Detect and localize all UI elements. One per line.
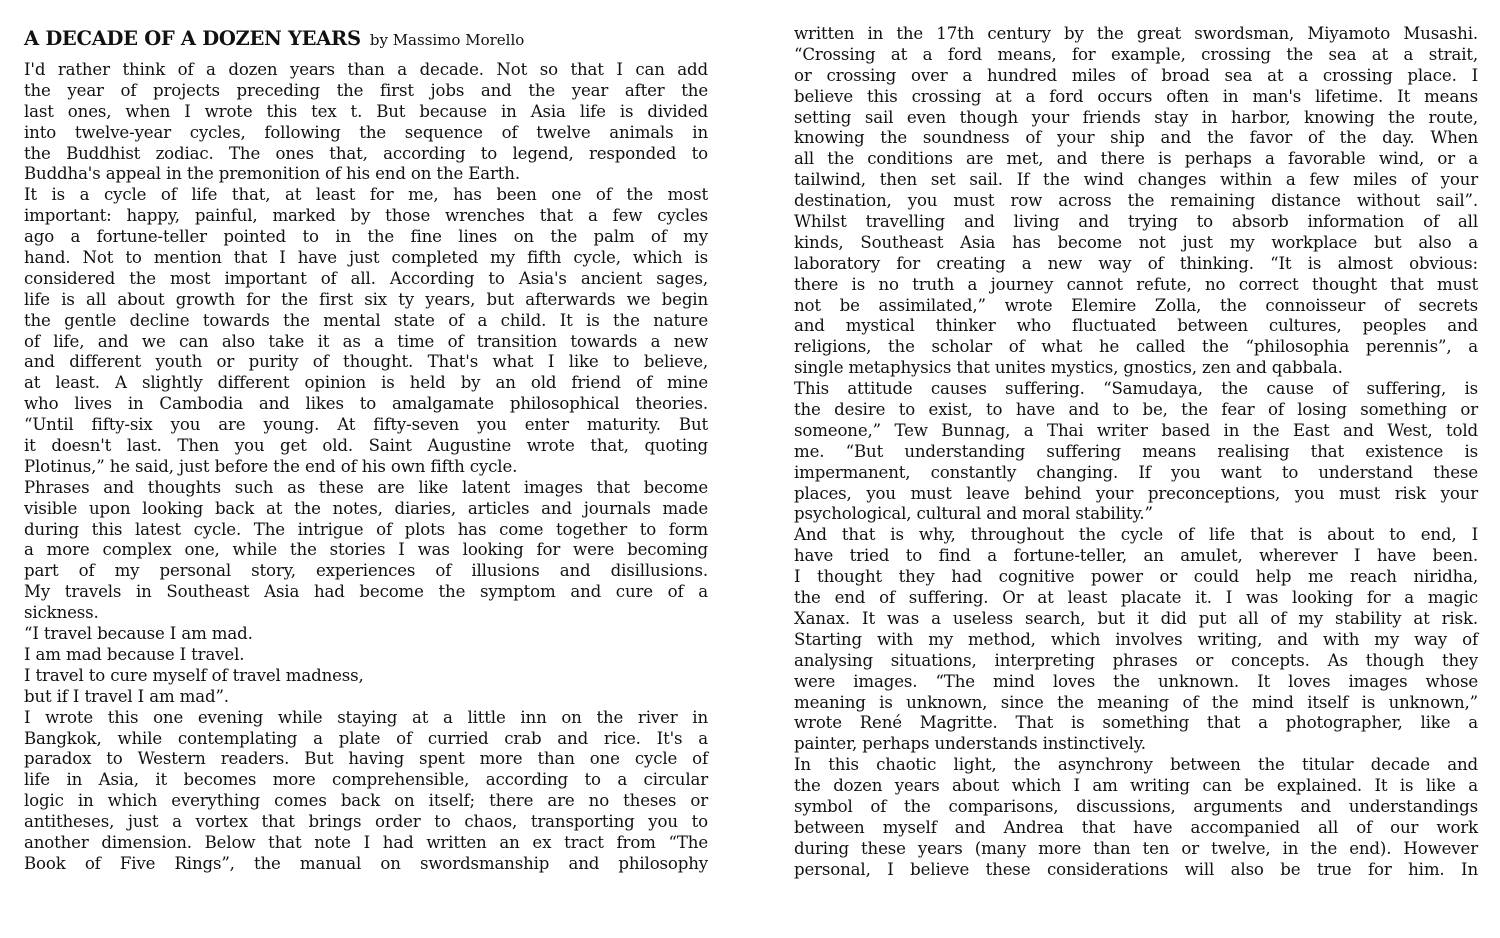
- text-line: it doesn't last. Then you get old. Saint Augustine wrote that, quoting: [24, 436, 708, 456]
- text-line: the dozen years about which I am writing can be explained. It is like a: [794, 776, 1478, 796]
- text-line: analysing situations, interpreting phrases or concepts. As though they: [794, 650, 1478, 670]
- text-line: of life, and we can also take it as a time of transition towards a new: [24, 331, 708, 351]
- text-line: at least. A slightly different opinion is held by an old friend of mine: [24, 373, 708, 393]
- text-line: someone,” Tew Bunnag, a Thai writer based in the East and West, told: [794, 420, 1478, 440]
- text-line: but if I travel I am mad”.: [24, 686, 229, 706]
- text-line: It is a cycle of life that, at least for me, has been one of the most: [24, 185, 708, 205]
- text-line: the end of suffering. Or at least placate it. I was looking for a magic: [794, 588, 1478, 608]
- text-line: Phrases and thoughts such as these are like latent images that become: [24, 477, 708, 497]
- text-line: visible upon looking back at the notes, diaries, articles and journals made: [24, 498, 708, 518]
- text-line: all the conditions are met, and there is perhaps a favorable wind, or a: [794, 149, 1478, 169]
- text-line: And that is why, throughout the cycle of life that is about to end, I: [794, 525, 1478, 545]
- text-line: another dimension. Below that note I had written an ex tract from “The: [24, 832, 708, 852]
- article-heading: [24, 24, 708, 54]
- text-line: during this latest cycle. The intrigue of plots has come together to form: [24, 519, 708, 539]
- text-line: meaning is unknown, since the meaning of the mind itself is unknown,”: [794, 692, 1478, 712]
- text-line: Bangkok, while contemplating a plate of curried crab and rice. It's a: [24, 728, 708, 748]
- left-column: [24, 24, 708, 875]
- text-line: laboratory for creating a new way of thinking. “It is almost obvious:: [794, 253, 1478, 273]
- text-line: have tried to find a fortune-teller, an amulet, wherever I have been.: [794, 546, 1478, 566]
- text-line: logic in which everything comes back on itself; there are no theses or: [24, 791, 708, 811]
- left-column-body: [24, 60, 708, 875]
- text-line: painter, perhaps understands instinctively.: [794, 734, 1146, 754]
- text-line: or crossing over a hundred miles of broad sea at a crossing place. I: [794, 65, 1478, 85]
- article-byline: by Massimo Morello: [369, 31, 525, 49]
- text-line: kinds, Southeast Asia has become not just my workplace but also a: [794, 232, 1478, 252]
- text-line: “Until fifty-six you are young. At fifty-seven you enter maturity. But: [24, 415, 708, 435]
- text-line: paradox to Western readers. But having spent more than one cycle of: [24, 749, 708, 769]
- text-line: considered the most important of all. According to Asia's ancient sages,: [24, 268, 708, 288]
- text-line: “Crossing at a ford means, for example, crossing the sea at a strait,: [794, 44, 1478, 64]
- text-line: not be assimilated,” wrote Elemire Zolla, the connoisseur of secrets: [794, 295, 1478, 315]
- text-line: during these years (many more than ten or twelve, in the end). However: [794, 838, 1478, 858]
- text-line: Starting with my method, which involves writing, and with my way of: [794, 629, 1478, 649]
- text-line: wrote René Magritte. That is something that a photographer, like a: [794, 713, 1478, 733]
- text-line: the gentle decline towards the mental state of a child. It is the nature: [24, 310, 708, 330]
- text-line: and mystical thinker who fluctuated between cultures, peoples and: [794, 316, 1478, 336]
- text-line: hand. Not to mention that I have just completed my fifth cycle, which is: [24, 248, 708, 268]
- text-line: destination, you must row across the remaining distance without sail”.: [794, 191, 1478, 211]
- text-line: personal, I believe these considerations will also be true for him. In: [794, 859, 1478, 879]
- text-line: I am mad because I travel.: [24, 644, 245, 664]
- text-line: life is all about growth for the first six ty years, but afterwards we begin: [24, 289, 708, 309]
- text-line: last ones, when I wrote this tex t. But because in Asia life is divided: [24, 101, 708, 121]
- text-line: Book of Five Rings”, the manual on swordsmanship and philosophy: [24, 853, 708, 873]
- text-line: “I travel because I am mad.: [24, 624, 253, 644]
- text-line: and different youth or purity of thought. That's what I like to believe,: [24, 352, 708, 372]
- text-line: setting sail even though your friends stay in harbor, knowing the route,: [794, 107, 1478, 127]
- text-line: between myself and Andrea that have accompanied all of our work: [794, 817, 1478, 837]
- text-line: were images. “The mind loves the unknown. It loves images whose: [794, 671, 1478, 691]
- text-line: I wrote this one evening while staying at a little inn on the river in: [24, 707, 708, 727]
- text-line: Plotinus,” he said, just before the end of his own fifth cycle.: [24, 456, 518, 476]
- text-line: symbol of the comparisons, discussions, arguments and understandings: [794, 796, 1478, 816]
- text-line: Whilst travelling and living and trying to absorb information of all: [794, 212, 1478, 232]
- right-column: [794, 24, 1478, 881]
- text-line: the desire to exist, to have and to be, the fear of losing something or: [794, 400, 1478, 420]
- text-line: me. “But understanding suffering means realising that existence is: [794, 441, 1478, 461]
- text-line: Xanax. It was a useless search, but it did put all of my stability at risk.: [794, 608, 1478, 628]
- text-line: the year of projects preceding the first jobs and the year after the: [24, 80, 708, 100]
- text-line: psychological, cultural and moral stability.”: [794, 504, 1153, 524]
- text-line: ago a fortune-teller pointed to in the fine lines on the palm of my: [24, 227, 708, 247]
- text-line: sickness.: [24, 603, 99, 623]
- article-title: A DECADE OF A DOZEN YEARS: [24, 27, 361, 50]
- text-line: there is no truth a journey cannot refute, no correct thought that must: [794, 274, 1478, 294]
- text-line: I travel to cure myself of travel madness,: [24, 665, 364, 685]
- text-line: who lives in Cambodia and likes to amalgamate philosophical theories.: [24, 394, 708, 414]
- text-line: into twelve-year cycles, following the sequence of twelve animals in: [24, 122, 708, 142]
- text-line: important: happy, painful, marked by those wrenches that a few cycles: [24, 206, 708, 226]
- text-line: I thought they had cognitive power or could help me reach niridha,: [794, 567, 1478, 587]
- text-line: This attitude causes suffering. “Samudaya, the cause of suffering, is: [794, 379, 1478, 399]
- text-line: life in Asia, it becomes more comprehensible, according to a circular: [24, 770, 708, 790]
- text-line: My travels in Southeast Asia had become the symptom and cure of a: [24, 582, 708, 602]
- text-line: single metaphysics that unites mystics, gnostics, zen and qabbala.: [794, 358, 1343, 378]
- text-line: I'd rather think of a dozen years than a decade. Not so that I can add: [24, 60, 708, 79]
- text-line: Buddha's appeal in the premonition of his end on the Earth.: [24, 164, 520, 184]
- text-line: antitheses, just a vortex that brings order to chaos, transporting you to: [24, 812, 708, 832]
- text-line: believe this crossing at a ford occurs often in man's lifetime. It means: [794, 86, 1478, 106]
- text-line: part of my personal story, experiences of illusions and disillusions.: [24, 561, 708, 581]
- text-line: the Buddhist zodiac. The ones that, according to legend, responded to: [24, 143, 708, 163]
- text-line: tailwind, then set sail. If the wind changes within a few miles of your: [794, 170, 1478, 190]
- text-line: In this chaotic light, the asynchrony between the titular decade and: [794, 755, 1478, 775]
- text-line: knowing the soundness of your ship and the favor of the day. When: [794, 128, 1478, 148]
- text-line: a more complex one, while the stories I was looking for were becoming: [24, 540, 708, 560]
- text-line: impermanent, constantly changing. If you want to understand these: [794, 462, 1478, 482]
- text-line: religions, the scholar of what he called the “philosophia perennis”, a: [794, 337, 1478, 357]
- text-line: places, you must leave behind your preconceptions, you must risk your: [794, 483, 1478, 503]
- text-line: written in the 17th century by the great swordsman, Miyamoto Musashi.: [794, 24, 1478, 43]
- right-column-body: [794, 24, 1478, 881]
